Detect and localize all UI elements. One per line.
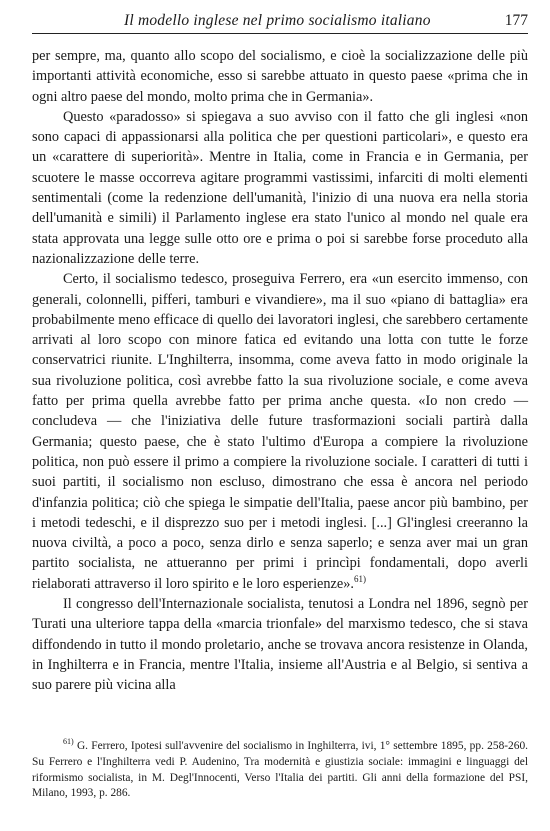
paragraph-1 [32,46,528,107]
body-text [32,46,528,696]
paragraph-4-text: Il congresso dell'Internazionale socialista, tenutosi a Londra nel 1896, segnò per Turati una ulteriore tappa della «marcia trionfale» del marxismo tedesco, che si stava diffondendo in tutto il mondo proletario, anche se trovava ancora resistenze in Olanda, in Inghilterra e in Francia, mentre l'Italia, insieme all'Austria e al Belgio, si sentiva a suo parere più vicina alla [32,596,528,694]
paragraph-3-text: Certo, il socialismo tedesco, proseguiva Ferrero, era «un esercito immenso, con generali, colonnelli, pifferi, tamburi e vivandiere», ma il suo «piano di battaglia» era probabilmente meno efficace di quello dei lavoratori inglesi, che sarebbero certamente arrivati al loro scopo con minore fatica ed evitando una lotta con tutte le forze conservatrici riunite. L'Inghilterra, insomma, come aveva fatto in modo originale la sua rivoluzione politica, così avrebbe fatto la sua rivoluzione sociale, e come aveva fatto per prima quella avrebbe fatto per prima anche questa. «Io non credo — concludeva — che l'iniziativa delle future trasformazioni sociali partirà dalla Germania; questo paese, che è stato l'ultimo d'Europa a compiere la rivoluzione politica, non può essere il primo a compiere la rivoluzione sociale. I caratteri di tutti i suoi partiti, il socialismo non escluso, dimostrano che essa è ancora nel periodo d'infanzia politica; ciò che spiega le simpatie dell'Italia, paese ancor più bambino, per i metodi tedeschi, e il disprezzo suo per i metodi inglesi. [...] Gl'inglesi creeranno la nuova civiltà, a poco a poco, senza dirlo e senza saperlo; e senza aver mai un gran partito socialista, ne attueranno per primi i princìpi fondamentali, dopo averli rielaborati attraverso il loro spirito e le loro esperienze». [32,271,528,592]
page-header [32,12,528,34]
page-number: 177 [504,12,528,29]
paragraph-4 [32,594,528,695]
footnote-61 [32,739,528,802]
running-title: Il modello inglese nel primo socialismo italiano [124,12,431,29]
footnote-marker: 61) [63,737,74,747]
header-rule [32,33,528,34]
paragraph-1-text: per sempre, ma, quanto allo scopo del socialismo, e cioè la socializzazione delle più importanti attività economiche, esso si sarebbe attuato in questo paese «prima che in ogni altro paese del mondo, molto prima che in Germania». [32,48,528,105]
paragraph-2-text: Questo «paradosso» si spiegava a suo avviso con il fatto che gli inglesi «non sono capaci di appassionarsi alla politica che per questioni particolari», e questo era un «carattere di superiorità». Mentre in Italia, come in Francia e in Germania, per scuotere le masse occorreva agitare programmi vastissimi, infarciti di molti elementi sentimentali (come la redenzione dell'umanità, l'inizio di una nuova era nella storia dell'umanità e simili) il Parlamento inglese era stato l'unico al mondo nel quale era stata approvata una legge sulle otto ore e prima o poi si sarebbe forse proceduto alla nazionalizzazione delle terre. [32,108,528,267]
footnote-text: G. Ferrero, Ipotesi sull'avvenire del socialismo in Inghilterra, ivi, 1° settembre 1895, pp. 258-260. Su Ferrero e l'Inghilterra vedi P. Audenino, Tra modernità e giustizia sociale: immagini e linguaggi del riformismo socialista, in M. Degl'Innocenti, Verso l'Italia dei partiti. Gli anni della formazione del PSI, Milano, 1993, p. 286. [32,740,528,800]
footnotes [32,739,528,802]
paragraph-2 [32,107,528,269]
paragraph-3 [32,269,528,594]
footnote-reference[interactable]: 61) [353,573,366,584]
